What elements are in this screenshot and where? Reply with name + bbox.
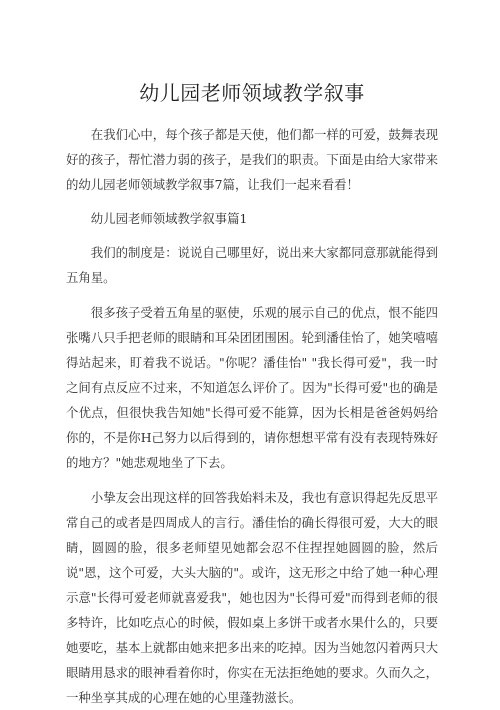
document-title: 幼儿园老师领域教学叙事 bbox=[139, 81, 365, 105]
stars-paragraph: 很多孩子受着五角星的驱使，乐观的展示自己的优点，恨不能四张嘴八只手把老师的眼睛和耳朵团团围困。轮到潘佳怡了，她笑嘻嘻得站起来，盯着我不说话。"你呢？潘佳怡" "我长得可爱"，我一时之间有点反应不过来，不知道怎么评价了。因为"长得可爱"也的确是个优点，但很快我告知她"长得可爱不能算，因为长相是爸爸妈妈给你的，不是你H己努力以后得到的，请你想想平常有没有表现特殊好的地方？"她悲观地坐了下去。 bbox=[66, 305, 438, 470]
intro-paragraph: 在我们心中，每个孩子都是天使，他们都一样的可爱，鼓舞表现好的孩子，帮忙潜力弱的孩子，是我们的职责。下面是由给大家带来的幼儿园老师领域教学叙事7篇，让我们一起来看看！ bbox=[66, 127, 438, 192]
section-heading: 幼儿园老师领域教学叙事篇1 bbox=[90, 211, 248, 226]
reflection-paragraph: 小挚友会出现这样的回答我始料未及，我也有意识得起先反思平常自己的或者是四周成人的言行。潘佳怡的确长得很可爱，大大的眼睛，圆圆的脸，很多老师望见她都会忍不住捏捏她圆圆的脸，然后说"恩，这个可爱，大头大脑的"。或许，这无形之中给了她一种心理示意"长得可爱老师就喜爱我"，她也因为"长得可爱"而得到老师的很多特许，比如吃点心的时候，假如桌上多饼干或者水果什么的，只要她要吃，基本上就都由她来把多出来的吃掉。因为当她忽闪着两只大眼睛用恳求的眼神看着你时，你实在无法拒绝她的要求。久而久之，一种坐享其成的心理在她的心里蓬勃滋长。 bbox=[66, 490, 438, 705]
rule-paragraph: 我们的制度是：说说自己哪里好，说出来大家都同意那就能得到五角星。 bbox=[66, 245, 438, 285]
